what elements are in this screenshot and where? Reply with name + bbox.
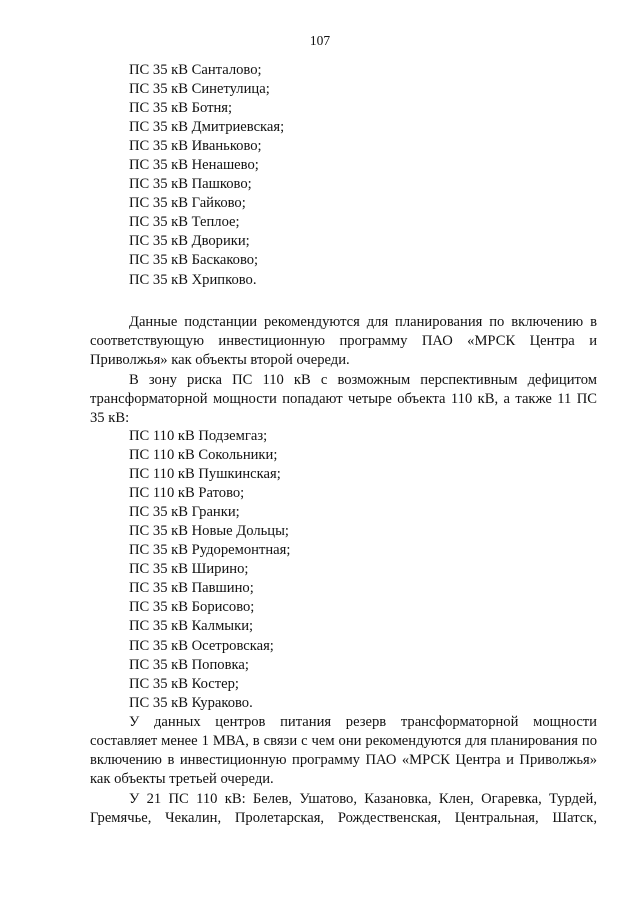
list-item: ПС 35 кВ Борисово; — [129, 599, 255, 616]
list-item: ПС 35 кВ Хрипково. — [129, 271, 257, 288]
list-item: ПС 35 кВ Ненашево; — [129, 157, 259, 174]
list-item: ПС 35 кВ Кураково. — [129, 694, 253, 711]
list-item: ПС 35 кВ Пашково; — [129, 176, 252, 193]
list-item: ПС 35 кВ Гайково; — [129, 195, 246, 212]
list-item: ПС 35 кВ Гранки; — [129, 504, 240, 521]
list-item: ПС 35 кВ Костер; — [129, 675, 239, 692]
list-item: ПС 110 кВ Пушкинская; — [129, 466, 281, 483]
list-item: ПС 35 кВ Калмыки; — [129, 618, 254, 635]
paragraph-110kv-substations: У 21 ПС 110 кВ: Белев, Ушатово, Казановка, Клен, Огаревка, Турдей, Гремячье, Чекалин, Пролетарская, Рождественская, Центральная, Шатск, — [90, 791, 597, 827]
page-number: 107 — [309, 33, 331, 48]
list-item: ПС 110 кВ Ратово; — [129, 485, 245, 502]
paragraph-risk-zone: В зону риска ПС 110 кВ с возможным перспективным дефицитом трансформаторной мощности попадают четыре объекта 110 кВ, а также 11 ПС 35 кВ: — [90, 372, 597, 427]
list-item: ПС 35 кВ Ботня; — [129, 100, 233, 117]
paragraph-third-priority: У данных центров питания резерв трансформаторной мощности составляет менее 1 МВА, в связи с чем они рекомендуются для планирования по включению в инвестиционную программу ПАО «МРСК Центра и Приволжья» как объекты третьей очереди. — [90, 714, 597, 788]
list-item: ПС 35 кВ Дмитриевская; — [129, 119, 285, 136]
list-item: ПС 35 кВ Поповка; — [129, 656, 249, 673]
list-item: ПС 35 кВ Ширино; — [129, 561, 249, 578]
list-item: ПС 35 кВ Осетровская; — [129, 637, 274, 654]
substation-list-risk-zone — [129, 427, 290, 713]
list-item: ПС 110 кВ Сокольники; — [129, 447, 278, 464]
list-item: ПС 35 кВ Новые Дольцы; — [129, 523, 289, 540]
list-item: ПС 35 кВ Синетулица; — [129, 81, 270, 98]
list-item: ПС 35 кВ Иваньково; — [129, 138, 262, 155]
list-item: ПС 35 кВ Павшино; — [129, 580, 254, 597]
list-item: ПС 35 кВ Теплое; — [129, 214, 240, 231]
list-item: ПС 35 кВ Рудоремонтная; — [129, 542, 291, 559]
paragraph-second-priority: Данные подстанции рекомендуются для планирования по включению в соответствующую инвестиционную программу ПАО «МРСК Центра и Приволжья» как объекты второй очереди. — [90, 314, 597, 369]
list-item: ПС 110 кВ Подземгаз; — [129, 428, 268, 444]
list-item: ПС 35 кВ Баскаково; — [129, 252, 259, 269]
list-item: ПС 35 кВ Санталово; — [129, 62, 262, 78]
substation-list-second-priority — [129, 61, 284, 290]
list-item: ПС 35 кВ Дворики; — [129, 233, 250, 250]
